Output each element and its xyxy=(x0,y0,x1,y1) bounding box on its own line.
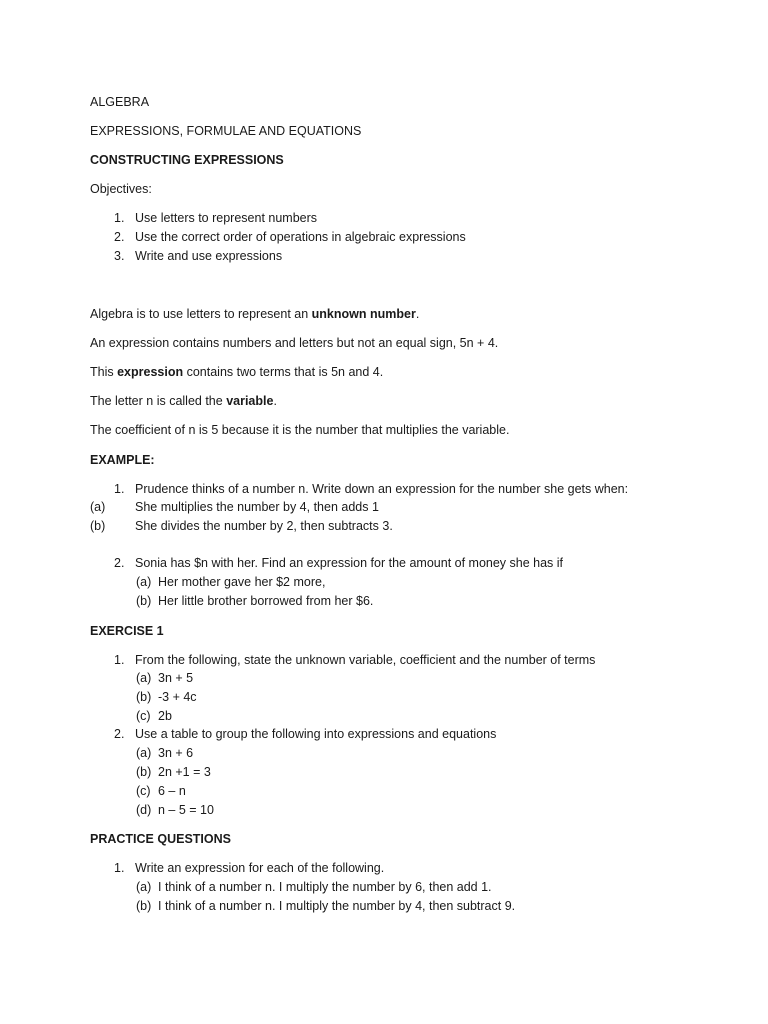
part-marker: (b) xyxy=(90,519,106,533)
question-text: Prudence thinks of a number n. Write down an expression for the number she gets when: xyxy=(135,482,629,496)
part-marker: (a) xyxy=(90,500,106,514)
text-run: This xyxy=(90,365,118,379)
part-text: I think of a number n. I multiply the number by 4, then subtract 9. xyxy=(158,899,516,913)
part-text: Her mother gave her $2 more, xyxy=(158,575,326,589)
part-text: 3n + 5 xyxy=(158,671,194,685)
question-number: 1. xyxy=(114,653,125,667)
part-marker: (a) xyxy=(136,671,152,685)
part-marker: (b) xyxy=(136,594,152,608)
intro-paragraph-1 xyxy=(90,306,419,322)
list-marker: 1. xyxy=(114,211,125,225)
part-marker: (c) xyxy=(136,709,151,723)
part-text: 6 – n xyxy=(158,784,186,798)
intro-paragraph-5: The coefficient of n is 5 because it is the number that multiplies the variable. xyxy=(90,423,510,437)
intro-paragraph-4 xyxy=(90,393,277,409)
practice-heading: PRACTICE QUESTIONS xyxy=(90,832,231,846)
part-text: I think of a number n. I multiply the number by 6, then add 1. xyxy=(158,880,492,894)
text-run: . xyxy=(415,307,420,321)
question-text: Write an expression for each of the following. xyxy=(135,861,385,875)
part-text: 2b xyxy=(158,709,172,723)
text-run: Algebra is to use letters to represent an xyxy=(90,307,312,321)
part-marker: (b) xyxy=(136,765,152,779)
list-item: Write and use expressions xyxy=(135,249,283,263)
part-marker: (d) xyxy=(136,803,152,817)
part-marker: (b) xyxy=(136,690,152,704)
part-text: Her little brother borrowed from her $6. xyxy=(158,594,374,608)
intro-paragraph-3 xyxy=(90,364,383,380)
text-run: . xyxy=(273,394,277,408)
text-run: contains two terms that is 5n and 4. xyxy=(183,365,384,379)
part-text: 2n +1 = 3 xyxy=(158,765,211,779)
question-number: 2. xyxy=(114,556,125,570)
part-marker: (b) xyxy=(136,899,152,913)
question-number: 1. xyxy=(114,861,125,875)
part-text: She divides the number by 2, then subtracts 3. xyxy=(135,519,393,533)
text-run: The letter n is called the xyxy=(90,394,227,408)
part-marker: (c) xyxy=(136,784,151,798)
part-text: n – 5 = 10 xyxy=(158,803,214,817)
part-marker: (a) xyxy=(136,880,152,894)
question-text: Use a table to group the following into expressions and equations xyxy=(135,727,497,741)
list-item: Use letters to represent numbers xyxy=(135,211,318,225)
topic-title: EXPRESSIONS, FORMULAE AND EQUATIONS xyxy=(90,124,362,138)
part-text: She multiplies the number by 4, then adds 1 xyxy=(135,500,379,514)
part-marker: (a) xyxy=(136,746,152,760)
part-text: 3n + 6 xyxy=(158,746,194,760)
example-heading: EXAMPLE: xyxy=(90,453,155,467)
bold-term: expression xyxy=(117,365,184,379)
list-item: Use the correct order of operations in algebraic expressions xyxy=(135,230,466,244)
question-text: From the following, state the unknown variable, coefficient and the number of terms xyxy=(135,653,596,667)
bold-term: variable xyxy=(226,394,274,408)
subject-title: ALGEBRA xyxy=(90,95,150,109)
intro-paragraph-2: An expression contains numbers and letters but not an equal sign, 5n + 4. xyxy=(90,336,499,350)
part-text: -3 + 4c xyxy=(158,690,197,704)
list-marker: 3. xyxy=(114,249,125,263)
list-marker: 2. xyxy=(114,230,125,244)
bold-term: unknown number xyxy=(311,307,416,321)
question-number: 1. xyxy=(114,482,125,496)
objectives-label: Objectives: xyxy=(90,182,152,196)
question-text: Sonia has $n with her. Find an expression for the amount of money she has if xyxy=(135,556,564,570)
section-title: CONSTRUCTING EXPRESSIONS xyxy=(90,153,284,167)
part-marker: (a) xyxy=(136,575,152,589)
exercise-heading: EXERCISE 1 xyxy=(90,624,164,638)
question-number: 2. xyxy=(114,727,125,741)
